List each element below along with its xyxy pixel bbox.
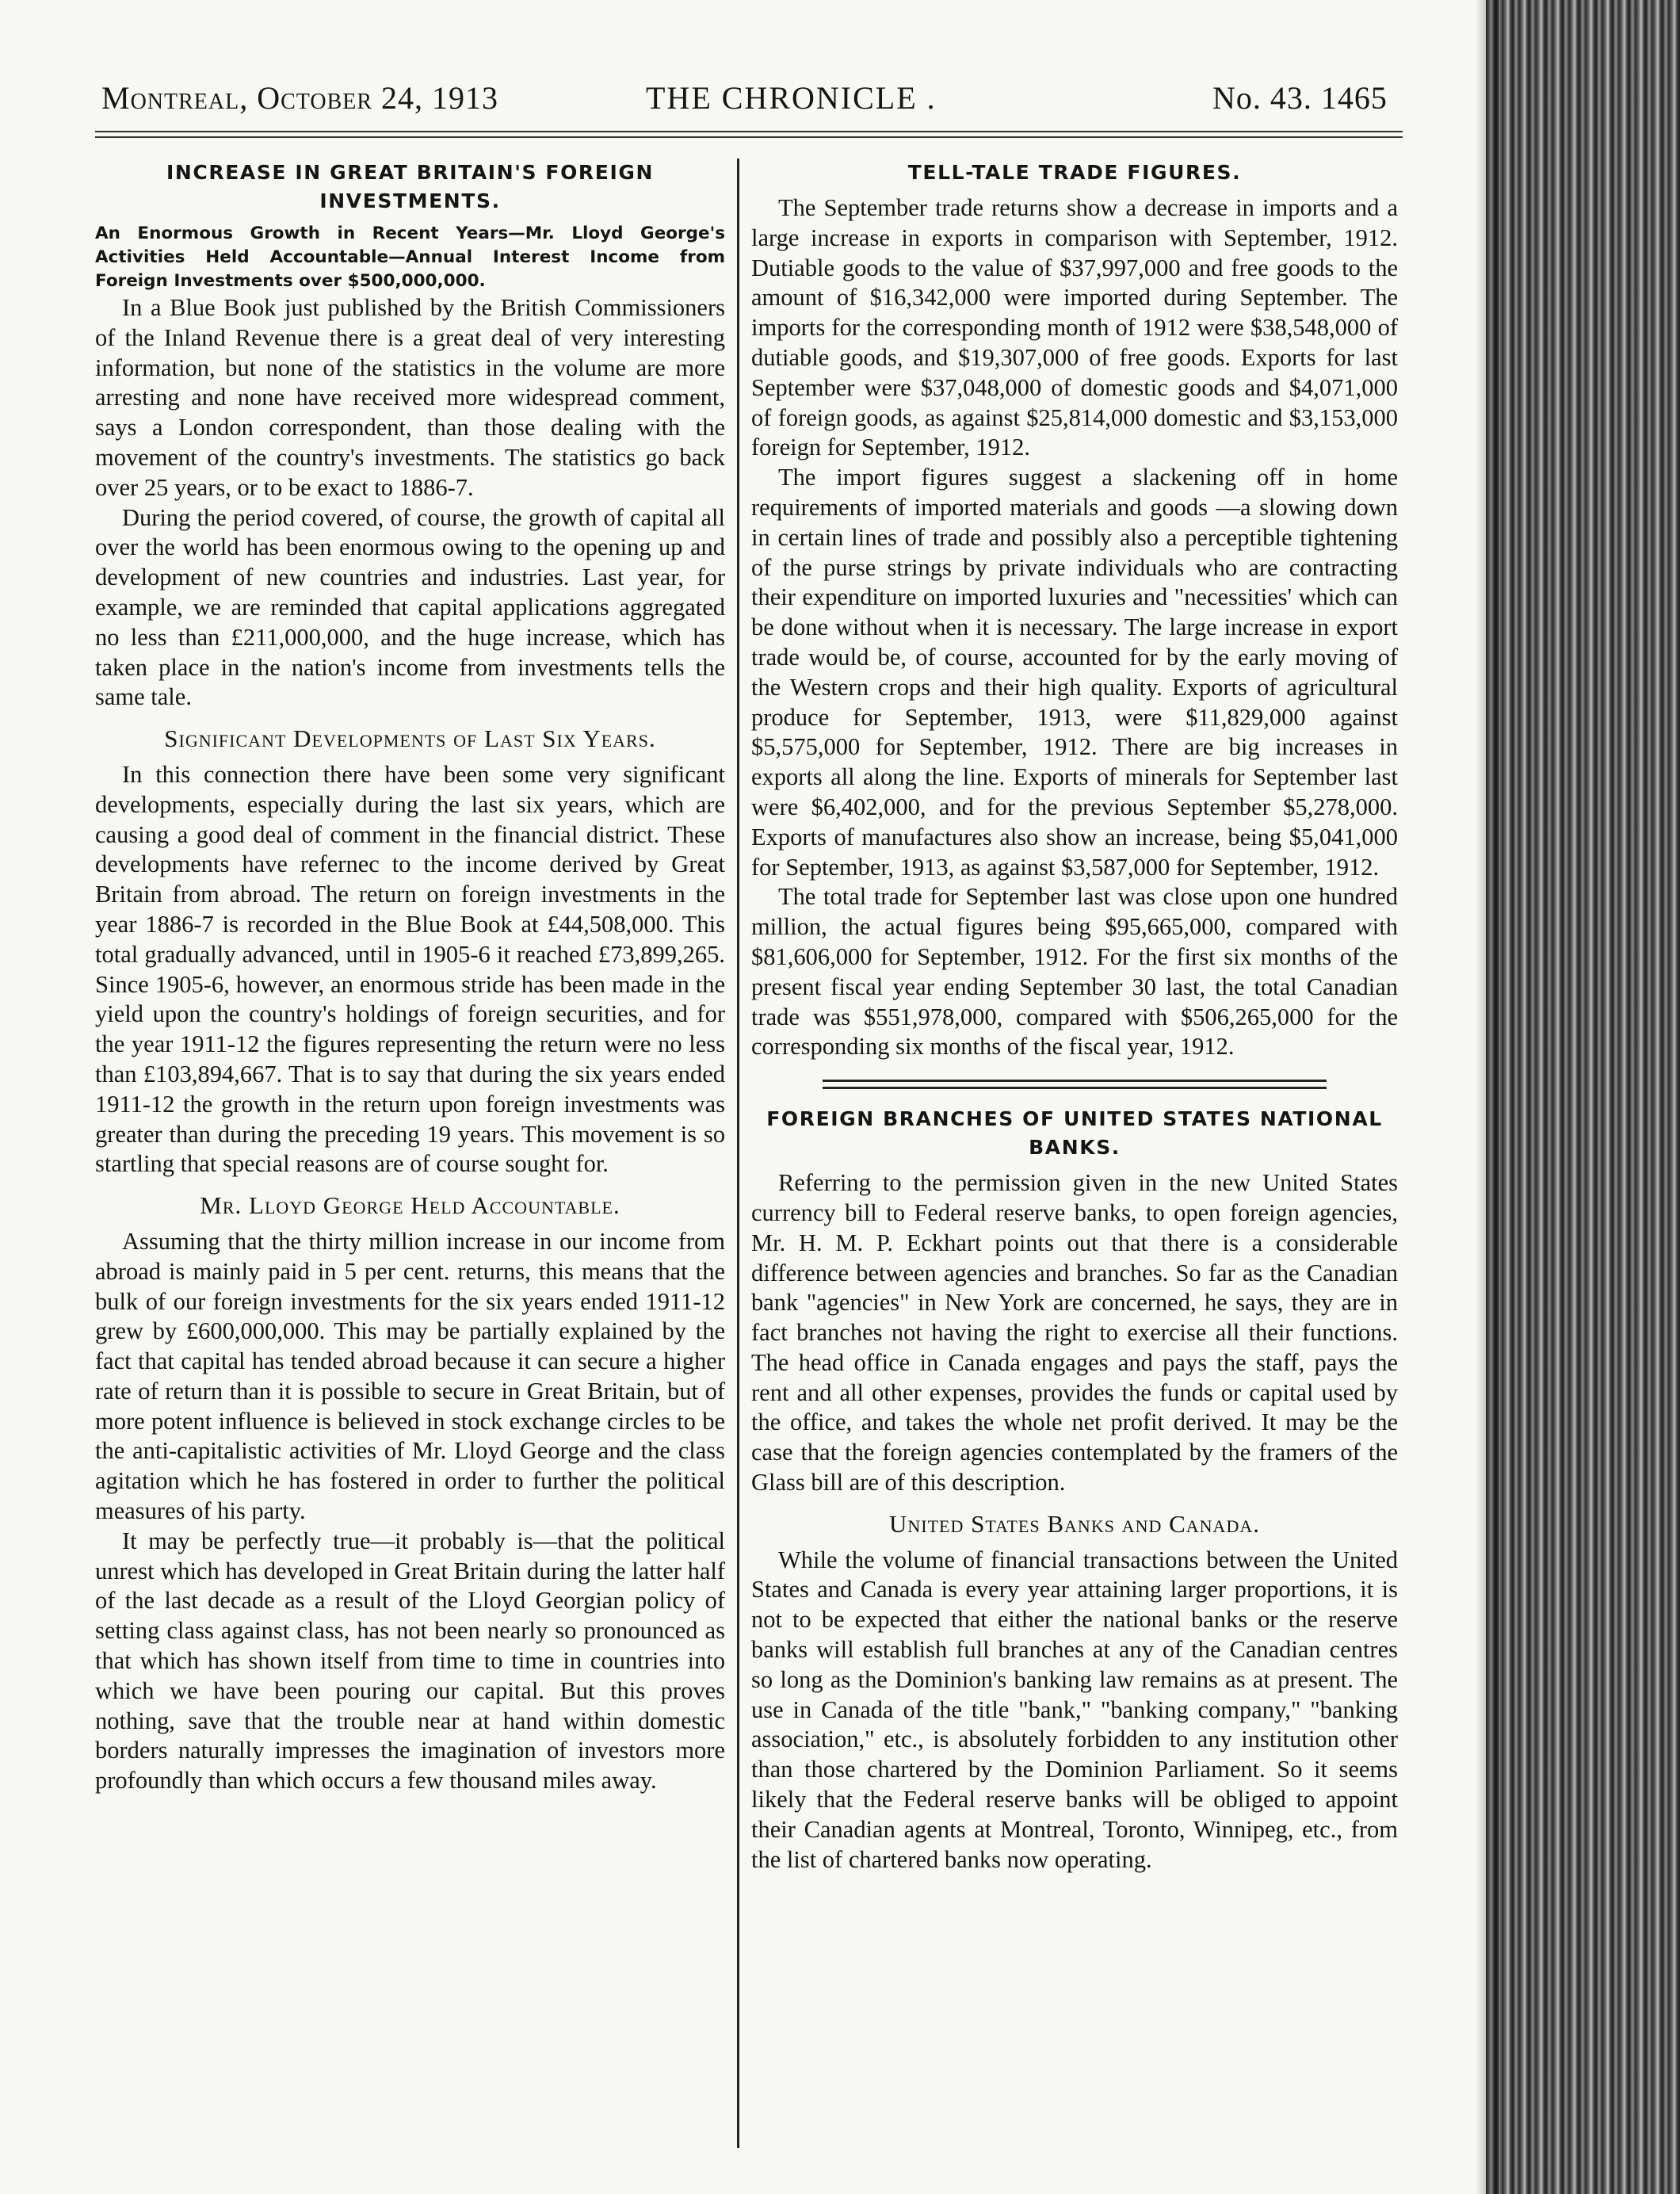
paragraph: It may be perfectly true—it probably is—that the political unrest which has developed in Great Britain during the latter half of the last decade as a result of the Lloyd Georgian policy of setting class against class, has not been nearly so pronounced as that which has shown itself from time to time in countries into which we have been pouring our capital. But this proves nothing, save that the trouble near at hand within domestic borders naturally impresses the imagination of investors more profoundly than which occurs a few thousand miles away. (95, 1527, 725, 1795)
header-publication-title: THE CHRONICLE . (646, 80, 937, 116)
section-divider (823, 1080, 1327, 1089)
header-rule-bottom (95, 136, 1403, 138)
paragraph: Assuming that the thirty million increase in our income from abroad is mainly paid in 5 per cent. returns, this means that the bulk of our foreign investments for the six years ended 1911-12 grew by £600,000,000. This may be partially explained by the fact that capital has tended abroad because it can secure a higher rate of return than it is possible to secure in Great Britain, but of more potent influence is believed in stock exchange circles to be the anti-capitalistic activities of Mr. Lloyd George and the class agitation which he has fostered in order to further the political measures of his party. (95, 1227, 725, 1525)
article-title-trade-figures: TELL-TALE TRADE FIGURES. (907, 161, 1242, 184)
right-column (751, 159, 1398, 1875)
header-issue-page: No. 43. 1465 (1212, 80, 1388, 116)
paragraph: The September trade returns show a decrease in imports and a large increase in exports in comparison with September, 1912. Dutiable goods to the value of $37,997,000 and free goods to the amount of $16,342,000 were imported during September. The imports for the corresponding month of 1912 were $38,548,000 of dutiable goods, and $19,307,000 of free goods. Exports for last September were $37,048,000 of domestic goods and $4,071,000 of foreign goods, as against $25,814,000 domestic and $3,153,000 foreign for September, 1912. (751, 194, 1398, 461)
paragraph: During the period covered, of course, the growth of capital all over the world has been enormous owing to the opening up and development of new countries and industries. Last year, for example, we are reminded that capital applications aggregated no less than £211,000,000, and the huge increase, which has taken place in the nation's income from investments tells the same tale. (95, 503, 725, 711)
subheading-lloyd-george: Mr. Lloyd George Held Accountable. (200, 1191, 620, 1220)
subheading-us-banks-canada: United States Banks and Canada. (889, 1509, 1260, 1538)
paragraph: In a Blue Book just published by the British Commissioners of the Inland Revenue there is a great deal of very interesting information, but none of the statistics in the volume are more arresting and none have received more widespread comment, says a London correspondent, than those dealing with the movement of the country's investments. The statistics go back over 25 years, or to be exact to 1886-7. (95, 294, 725, 501)
left-column (95, 159, 725, 1796)
column-divider (737, 159, 739, 2148)
paragraph: In this connection there have been some very significant developments, especially during the last six years, which are causing a good deal of comment in the financial district. These developments have refernec to the income derived by Great Britain from abroad. The return on foreign investments in the year 1886-7 is recorded in the Blue Book at £44,508,000. This total gradually advanced, until in 1905-6 it reached £73,899,265. Since 1905-6, however, an enormous stride has been made in the yield upon the country's holdings of foreign securities, and for the year 1911-12 the figures representing the return were no less than £103,894,667. That is to say that during the six years ended 1911-12 the growth in the return upon foreign investments was greater than during the preceding 19 years. This movement is so startling that special reasons are of course sought for. (95, 760, 725, 1178)
article-title-foreign-branches: FOREIGN BRANCHES OF UNITED STATES NATIONAL BANKS. (766, 1107, 1383, 1160)
book-page-edges (1486, 0, 1680, 2194)
subheading-significant-developments: Significant Developments of Last Six Years. (164, 724, 656, 753)
page-shadow (1476, 0, 1499, 2194)
paragraph: Referring to the permission given in the new United States currency bill to Federal reserve banks, to open foreign agencies, Mr. H. M. P. Eckhart points out that there is a considerable difference between agencies and branches. So far as the Canadian bank "agencies" in New York are concerned, he says, they are in fact branches not having the right to exercise all their functions. The head office in Canada engages and pays the staff, pays the rent and all other expenses, provides the funds or capital used by the office, and takes the whole net profit derived. It may be the case that the foreign agencies contemplated by the framers of the Glass bill are of this description. (751, 1169, 1398, 1496)
paragraph: While the volume of financial transactions between the United States and Canada is every year attaining larger proportions, it is not to be expected that either the national banks or the reserve banks will establish full branches at any of the Canadian centres so long as the Dominion's banking law remains as at present. The use in Canada of the title "bank," "banking company," "banking association," etc., is absolutely forbidden to any institution other than those chartered by the Dominion Parliament. So it seems likely that the Federal reserve banks will be obliged to appoint their Canadian agents at Montreal, Toronto, Winnipeg, etc., from the list of chartered banks now operating. (751, 1546, 1398, 1873)
header-dateline: Montreal, October 24, 1913 (101, 80, 499, 116)
header-rule-top (95, 131, 1403, 132)
paragraph: The import figures suggest a slackening off in home requirements of imported materials and goods —a slowing down in certain lines of trade and possibly also a perceptible tightening of the purse strings by private individuals who are contracting their expenditure on imported luxuries and "necessities' which can be done without when it is necessary. The large increase in export trade would be, of course, accounted for by the early moving of the Western crops and their high quality. Exports of agricultural produce for September, 1913, were $11,829,000 against $5,575,000 for September, 1912. There are big increases in exports all along the line. Exports of minerals for September last were $6,402,000, and for the previous September $5,278,000. Exports of manufactures also show an increase, being $5,041,000 for September, 1913, as against $3,587,000 for September, 1912. (751, 464, 1398, 881)
paragraph: The total trade for September last was close upon one hundred million, the actual figures being $95,665,000, compared with $81,606,000 for September, 1912. For the first six months of the present fiscal year ending September 30 last, the total Canadian trade was $551,978,000, compared with $506,265,000 for the corresponding six months of the fiscal year, 1912. (751, 883, 1398, 1061)
article-deck: An Enormous Growth in Recent Years—Mr. Lloyd George's Activities Held Accountable—Annual Interest Income from Foreign Investments over $500,000,000. (95, 224, 725, 291)
article-title-foreign-investments: INCREASE IN GREAT BRITAIN'S FOREIGN INVESTMENTS. (166, 161, 655, 212)
